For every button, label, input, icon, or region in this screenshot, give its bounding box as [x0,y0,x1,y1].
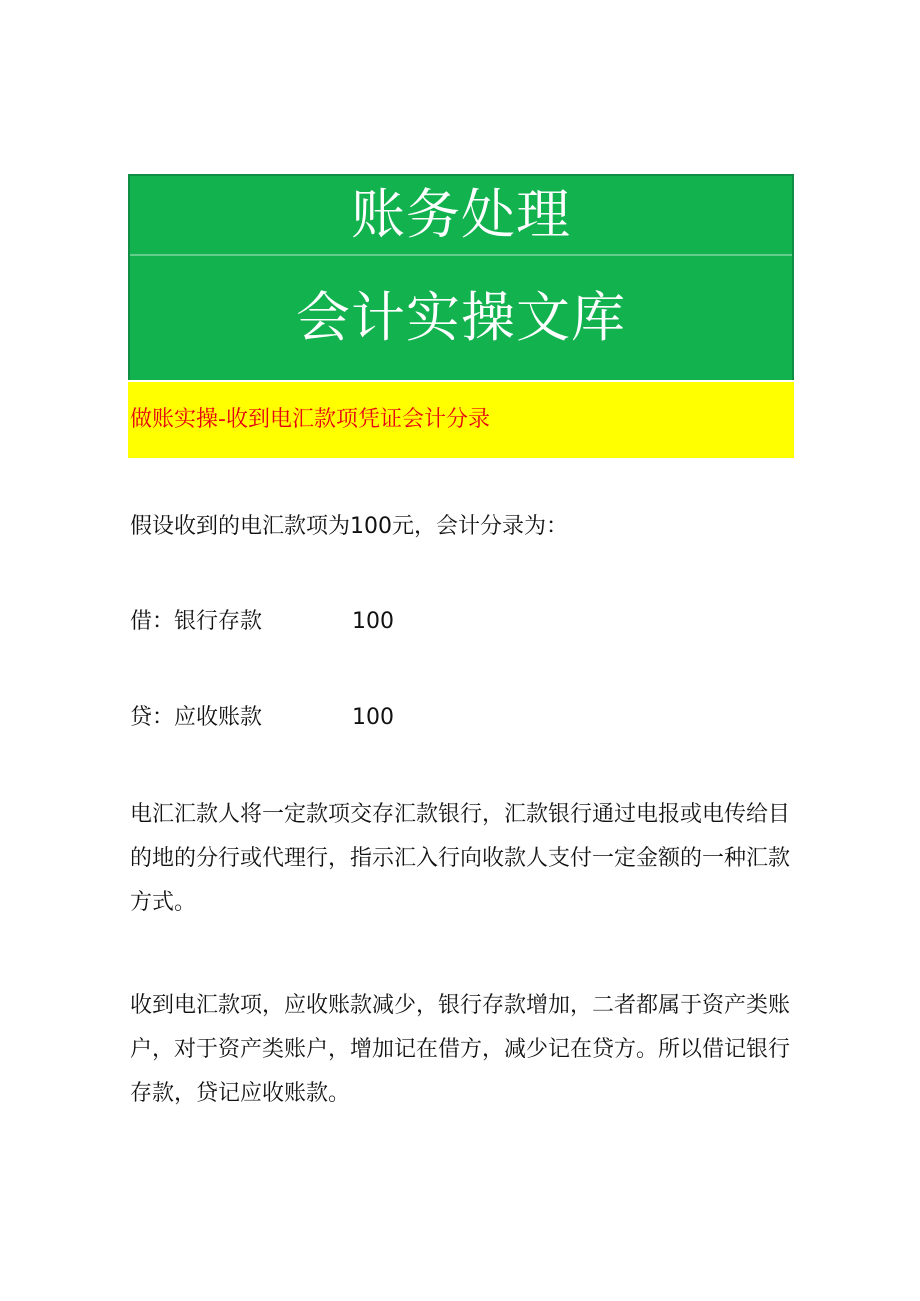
section-title: 做账实操-收到电汇款项凭证会计分录 [130,407,490,432]
credit-entry-amount: 100 [352,705,394,730]
credit-entry-label: 贷：应收账款 [130,705,263,730]
title-banner [128,174,794,380]
intro-text: 假设收到的电汇款项为100元，会计分录为： [130,514,568,539]
banner-line-2: 会计实操文库 [296,286,626,349]
banner-line-1: 账务处理 [130,176,792,256]
entry-explanation: 收到电汇款项，应收账款减少，银行存款增加，二者都属于资产类账户，对于资产类账户，增加记在借方，减少记在贷方。所以借记银行存款，贷记应收账款。 [130,993,791,1106]
debit-entry-amount: 100 [352,609,394,634]
section-header [128,382,794,458]
debit-entry-label: 借：银行存款 [130,609,263,634]
wire-transfer-definition: 电汇汇款人将一定款项交存汇款银行，汇款银行通过电报或电传给目的地的分行或代理行，指示汇入行向收款人支付一定金额的一种汇款方式。 [130,802,791,915]
